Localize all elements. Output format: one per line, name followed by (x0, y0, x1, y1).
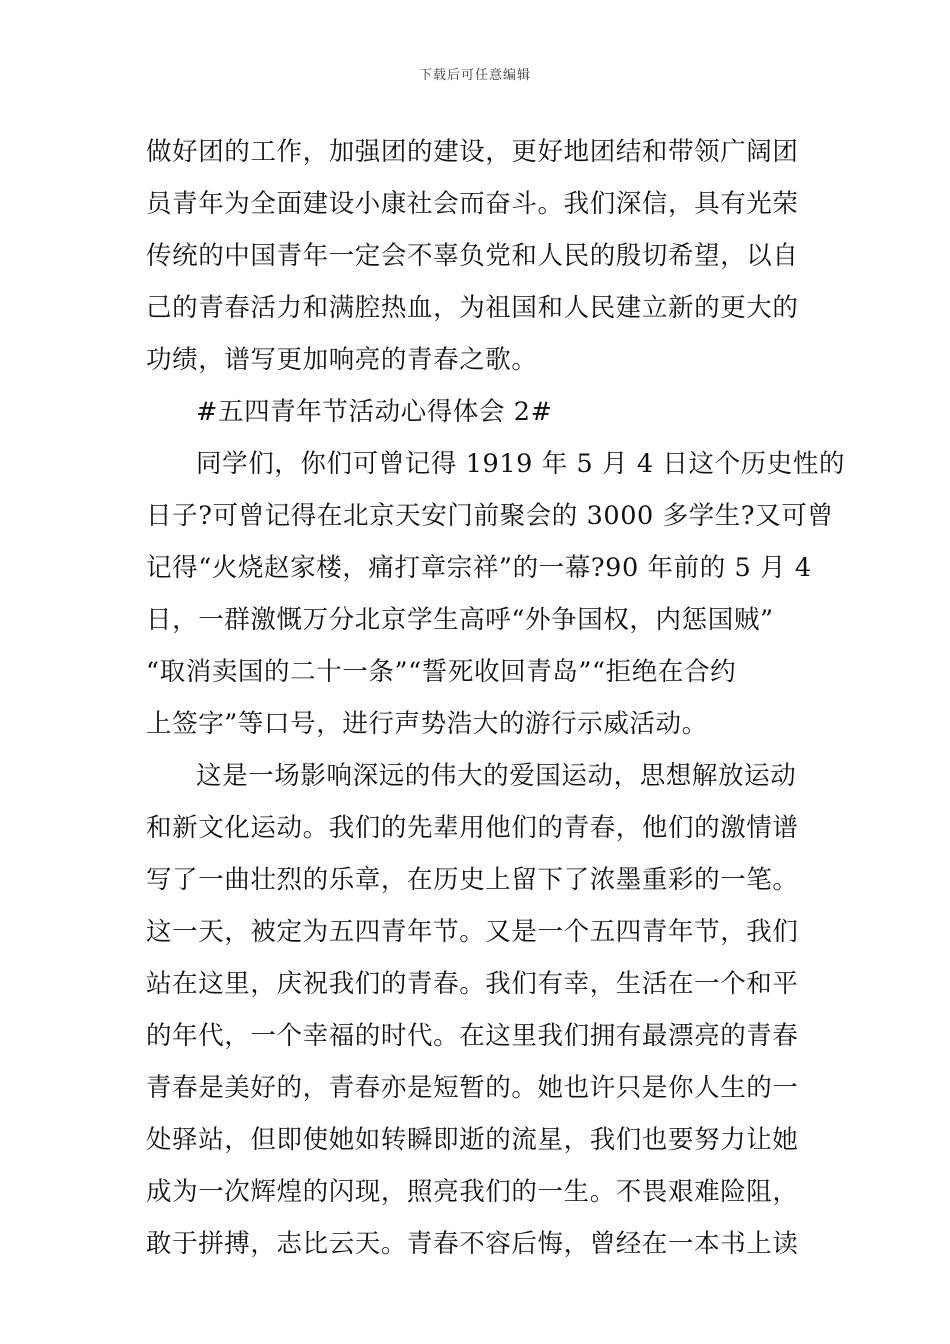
text-line: 写了一曲壮烈的乐章，在历史上留下了浓墨重彩的一笔。 (146, 865, 799, 895)
text-line: 青春是美好的，青春亦是短暂的。她也许只是你人生的一 (146, 1073, 799, 1103)
text-line: 日，一群激慨万分北京学生高呼“外争国权，内惩国贼” (146, 605, 774, 635)
section-heading: #五四青年节活动心得体会 2# (196, 397, 553, 427)
text-line: 的年代，一个幸福的时代。在这里我们拥有最漂亮的青春 (146, 1021, 799, 1051)
text-line: 功绩，谱写更加响亮的青春之歌。 (146, 345, 538, 375)
text-line: 敢于拼搏，志比云天。青春不容后悔，曾经在一本书上读 (146, 1229, 799, 1259)
text-line: 上签字”等口号，进行声势浩大的游行示威活动。 (146, 709, 708, 739)
text-line: 同学们，你们可曾记得 1919 年 5 月 4 日这个历史性的 (196, 449, 846, 479)
document-body (146, 126, 846, 1270)
text-line: “取消卖国的二十一条”“誓死收回青岛”“拒绝在合约 (146, 657, 737, 687)
text-line: 和新文化运动。我们的先辈用他们的青春，他们的激情谱 (146, 813, 799, 843)
text-line: 传统的中国青年一定会不辜负党和人民的殷切希望，以自 (146, 241, 799, 271)
page-header: 下载后可任意编辑 (418, 68, 531, 83)
text-line: 己的青春活力和满腔热血，为祖国和人民建立新的更大的 (146, 293, 799, 323)
text-line: 这是一场影响深远的伟大的爱国运动，思想解放运动 (196, 761, 797, 791)
text-line: 记得“火烧赵家楼，痛打章宗祥”的一幕?90 年前的 5 月 4 (146, 553, 812, 583)
text-line: 站在这里，庆祝我们的青春。我们有幸，生活在一个和平 (146, 969, 799, 999)
text-line: 成为一次辉煌的闪现，照亮我们的一生。不畏艰难险阻， (146, 1177, 799, 1207)
text-line: 做好团的工作，加强团的建设，更好地团结和带领广阔团 (146, 137, 799, 167)
text-line: 处驿站，但即使她如转瞬即逝的流星，我们也要努力让她 (146, 1125, 799, 1155)
text-line: 日子?可曾记得在北京天安门前聚会的 3000 多学生?又可曾 (146, 501, 834, 531)
text-line: 这一天，被定为五四青年节。又是一个五四青年节，我们 (146, 917, 799, 947)
text-line: 员青年为全面建设小康社会而奋斗。我们深信，具有光荣 (146, 189, 799, 219)
